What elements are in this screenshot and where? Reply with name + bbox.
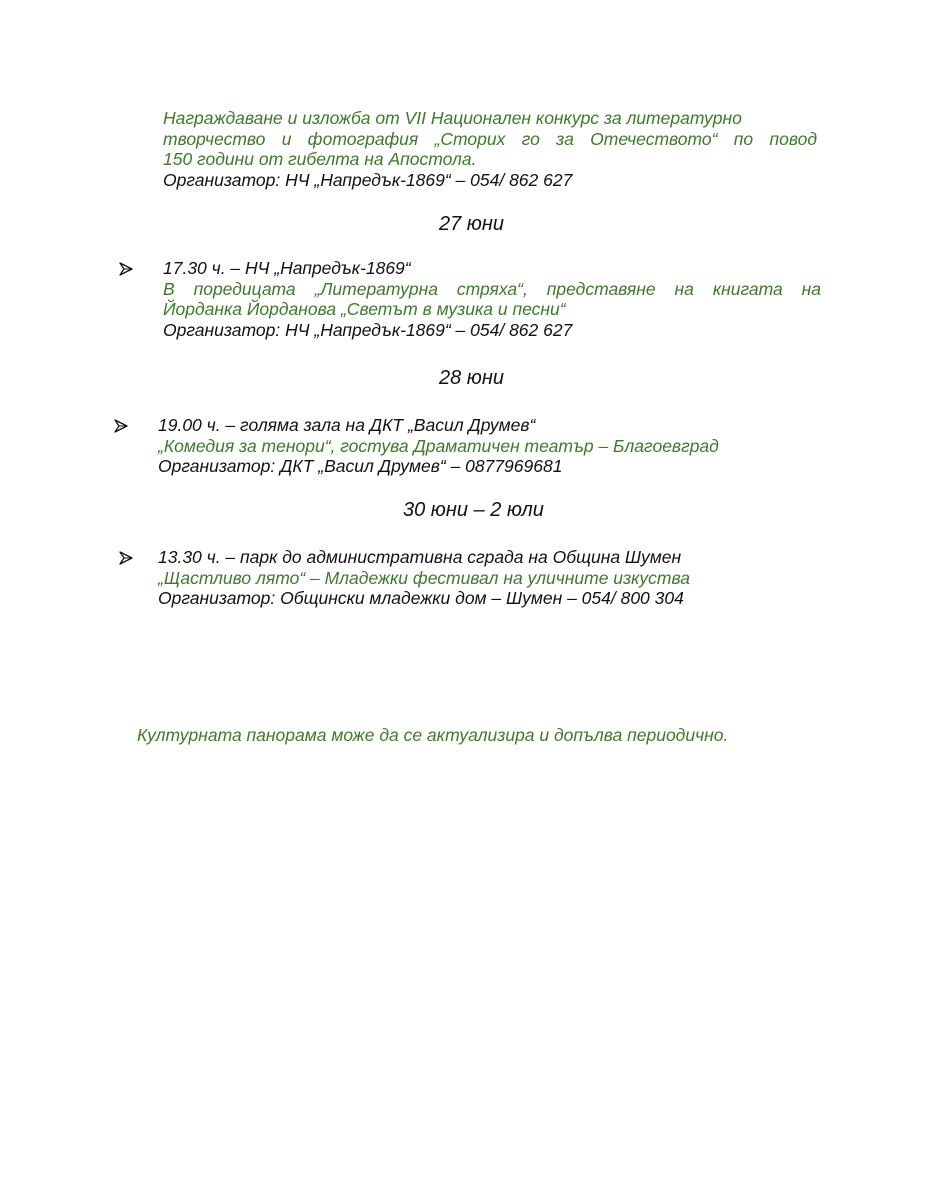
event-organizer: Организатор: Общински младежки дом – Шумен – 054/ 800 304 xyxy=(158,588,684,609)
intro-block xyxy=(163,108,817,191)
intro-organizer: Организатор: НЧ „Напредък-1869“ – 054/ 862 627 xyxy=(163,170,573,191)
arrowhead-bullet-icon xyxy=(119,262,133,276)
event-organizer: Организатор: ДКТ „Васил Друмев“ – 0877969681 xyxy=(158,456,563,477)
event-description-line-1: „Щастливо лято“ – Младежки фестивал на уличните изкуства xyxy=(158,567,690,588)
event-time-place: 17.30 ч. – НЧ „Напредък-1869“ xyxy=(163,258,411,278)
event-description-line-2: Йорданка Йорданова „Светът в музика и песни“ xyxy=(163,299,566,320)
arrowhead-bullet-icon xyxy=(114,419,128,433)
event-description-line-1: „Комедия за тенори“, гостува Драматичен театър – Благоевград xyxy=(158,435,719,456)
arrowhead-bullet-icon xyxy=(119,551,133,565)
event-description-line-1: В поредицата „Литературна стряха“, представяне на книгата на xyxy=(163,278,821,299)
event-time-place: 19.00 ч. – голяма зала на ДКТ „Васил Друмев“ xyxy=(158,415,536,435)
intro-line-3: 150 години от гибелта на Апостола. xyxy=(163,149,477,170)
event-28-june xyxy=(158,415,798,477)
footer-note: Културната панорама може да се актуализира и допълва периодично. xyxy=(137,725,729,745)
event-27-june xyxy=(163,258,821,341)
date-heading-30-june-2-july: 30 юни – 2 юли xyxy=(403,499,544,521)
date-heading-28-june: 28 юни xyxy=(439,367,504,389)
event-organizer: Организатор: НЧ „Напредък-1869“ – 054/ 862 627 xyxy=(163,320,573,341)
event-time-place: 13.30 ч. – парк до административна сграда на Община Шумен xyxy=(158,547,682,567)
intro-line-1: Награждаване и изложба от VII Национален конкурс за литературно xyxy=(163,108,742,128)
date-heading-27-june: 27 юни xyxy=(439,213,504,235)
intro-line-2: творчество и фотография „Сторих го за Отечеството“ по повод xyxy=(163,128,817,149)
event-30-june-2-july xyxy=(158,547,798,609)
